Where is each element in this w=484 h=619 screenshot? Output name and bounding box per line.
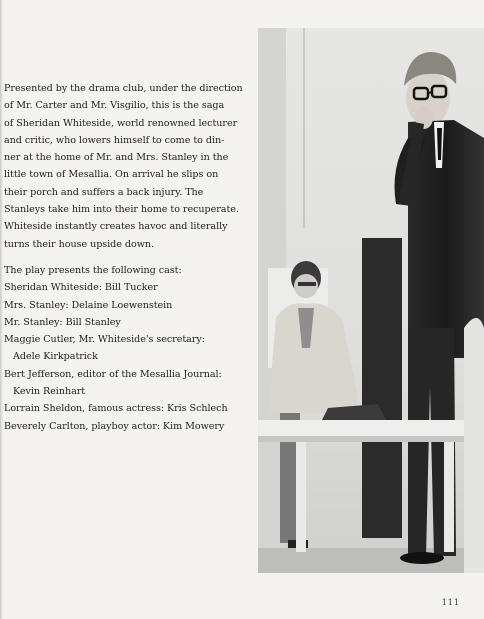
page-edge-shadow (0, 0, 3, 619)
intro-paragraph (4, 80, 256, 253)
cast-entry: Bert Jefferson, editor of the Mesallia Journal: (4, 368, 222, 380)
intro-line: Whiteside instantly creates havoc and literally (4, 221, 228, 233)
cast-entry: Maggie Cutler, Mr. Whiteside's secretary: (4, 334, 205, 346)
cast-entry: Adele Kirkpatrick (13, 351, 98, 363)
cast-entry: Lorrain Sheldon, famous actress: Kris Schlech (4, 403, 228, 415)
cast-heading: The play presents the following cast: (4, 264, 182, 276)
intro-line: of Mr. Carter and Mr. Visgilio, this is the saga (4, 100, 225, 112)
intro-line: and critic, who lowers himself to come to din- (4, 134, 225, 146)
cast-entry: Mrs. Stanley: Delaine Loewenstein (4, 299, 173, 311)
intro-line: Presented by the drama club, under the direction (4, 83, 243, 94)
intro-line: little town of Mesallia. On arrival he slips on (4, 169, 219, 181)
cast-entry: Beverely Carlton, playboy actor: Kim Mowery (4, 420, 225, 432)
cast-list (4, 262, 256, 435)
intro-line: Stanleys take him into their home to recuperate. (4, 204, 239, 216)
play-photo (258, 28, 484, 573)
play-photo-illustration (258, 28, 484, 573)
intro-line: ner at the home of Mr. and Mrs. Stanley in the (4, 152, 229, 164)
intro-line: of Sheridan Whiteside, world renowned lecturer (4, 117, 238, 129)
article-text (4, 80, 256, 435)
page-number: 111 (441, 598, 460, 607)
intro-line: turns their house upside down. (4, 238, 155, 250)
intro-line: their porch and suffers a back injury. The (4, 186, 204, 198)
cast-entry: Kevin Reinhart (13, 386, 86, 398)
cast-entry: Mr. Stanley: Bill Stanley (4, 316, 121, 328)
cast-entry: Sheridan Whiteside: Bill Tucker (4, 282, 158, 294)
